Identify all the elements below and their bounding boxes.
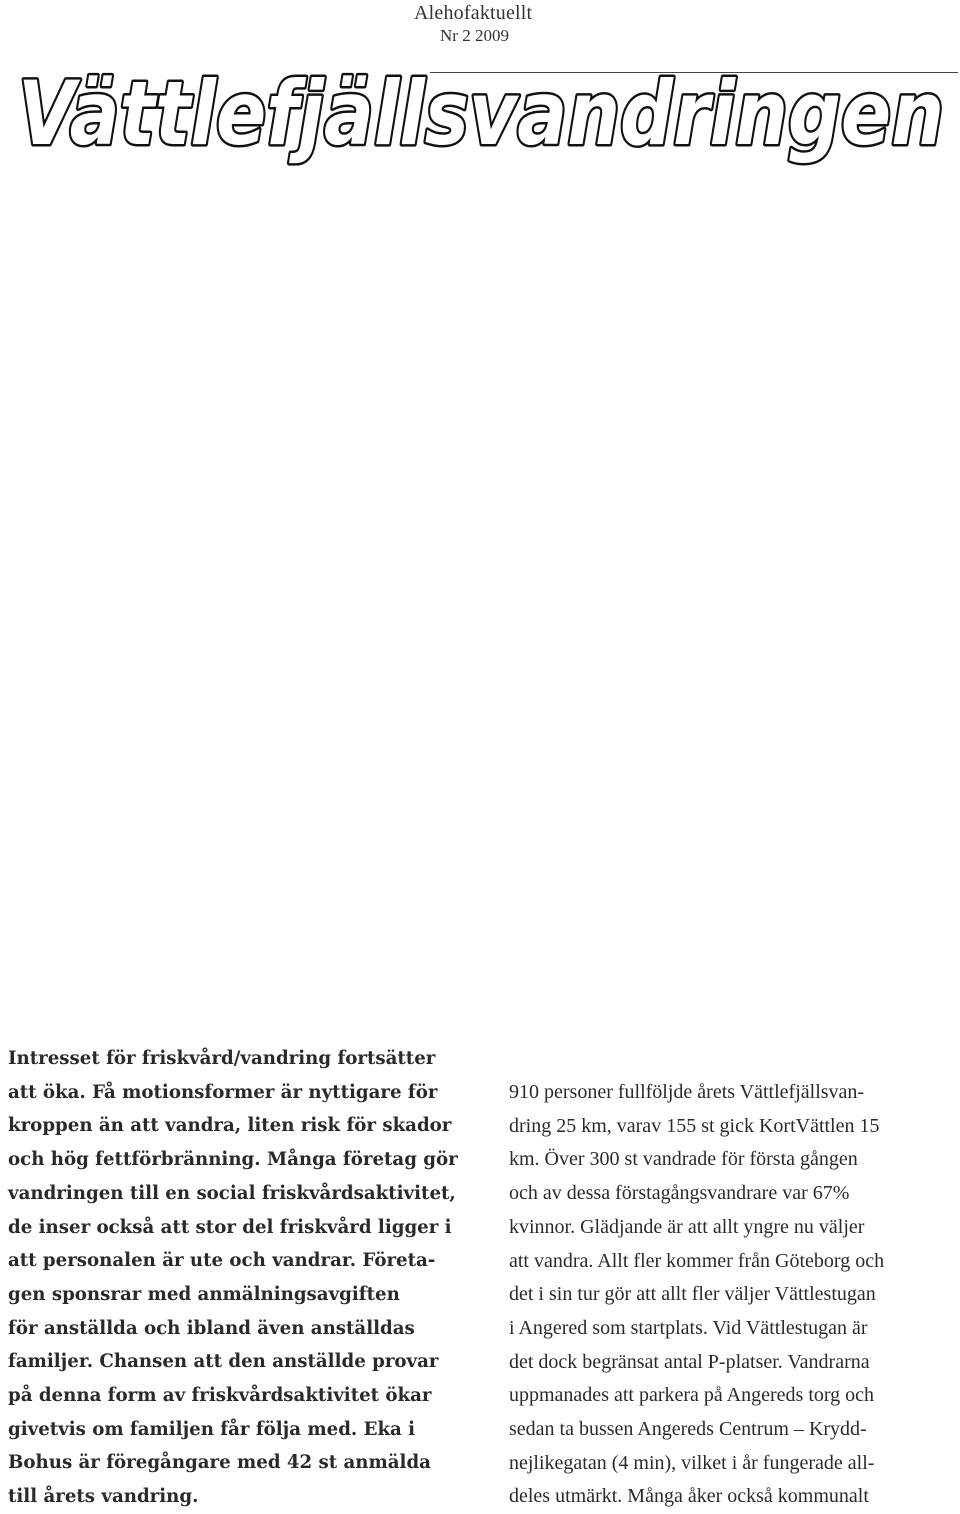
text-line: kroppen än att vandra, liten risk för skador xyxy=(8,1115,452,1137)
text-line: km. Över 300 st vandrade för första gången xyxy=(509,1148,858,1171)
text-line: på denna form av friskvårdsaktivitet ökar xyxy=(8,1385,432,1407)
text-line: att personalen är ute och vandrar. Företa- xyxy=(8,1250,436,1272)
text-line: sedan ta bussen Angereds Centrum – Krydd- xyxy=(509,1418,867,1441)
text-line: vandringen till en social friskvårdsaktivitet, xyxy=(8,1182,456,1204)
text-line: för anställda och ibland även anställdas xyxy=(8,1317,415,1339)
publication-name: Alehofaktuellt xyxy=(414,2,533,24)
right-column xyxy=(509,1076,959,1514)
text-line: och av dessa förstagångsvandrare var 67% xyxy=(509,1182,850,1205)
text-line: uppmanades att parkera på Angereds torg och xyxy=(509,1384,875,1407)
text-line: att öka. Få motionsformer är nyttigare för xyxy=(8,1081,438,1103)
text-line: i Angered som startplats. Vid Vättlestugan är xyxy=(509,1316,868,1339)
text-line: och hög fettförbränning. Många företag gör xyxy=(8,1149,458,1171)
text-line: givetvis om familjen får följa med. Eka i xyxy=(8,1418,416,1440)
text-line: Intresset för friskvård/vandring fortsätter xyxy=(8,1048,436,1069)
text-line: att vandra. Allt fler kommer från Göteborg och xyxy=(509,1249,885,1272)
text-line: familjer. Chansen att den anställde provar xyxy=(8,1351,439,1373)
left-column xyxy=(8,1042,458,1514)
article-title xyxy=(0,60,960,180)
text-line: nejlikegatan (4 min), vilket i år fungerade all- xyxy=(509,1451,875,1474)
text-line: de inser också att stor del friskvård ligger i xyxy=(8,1216,452,1238)
text-line: det i sin tur gör att allt fler väljer Vättlestugan xyxy=(509,1283,876,1306)
text-line: kvinnor. Glädjande är att allt yngre nu väljer xyxy=(509,1215,865,1238)
text-line: deles utmärkt. Många åker också kommunalt xyxy=(509,1485,869,1508)
text-line: det dock begränsat antal P-platser. Vandrarna xyxy=(509,1350,870,1373)
title-text: Vättlefjällsvandringen xyxy=(18,62,944,165)
text-line: Bohus är föregångare med 42 st anmälda xyxy=(8,1452,431,1474)
text-line: dring 25 km, varav 155 st gick KortVättlen 15 xyxy=(509,1114,880,1137)
text-line: 910 personer fullföljde årets Vättlefjällsvan- xyxy=(509,1081,865,1103)
text-line: gen sponsrar med anmälningsavgiften xyxy=(8,1283,400,1305)
text-line: till årets vandring. xyxy=(8,1486,199,1508)
issue-number: Nr 2 2009 xyxy=(440,26,509,45)
